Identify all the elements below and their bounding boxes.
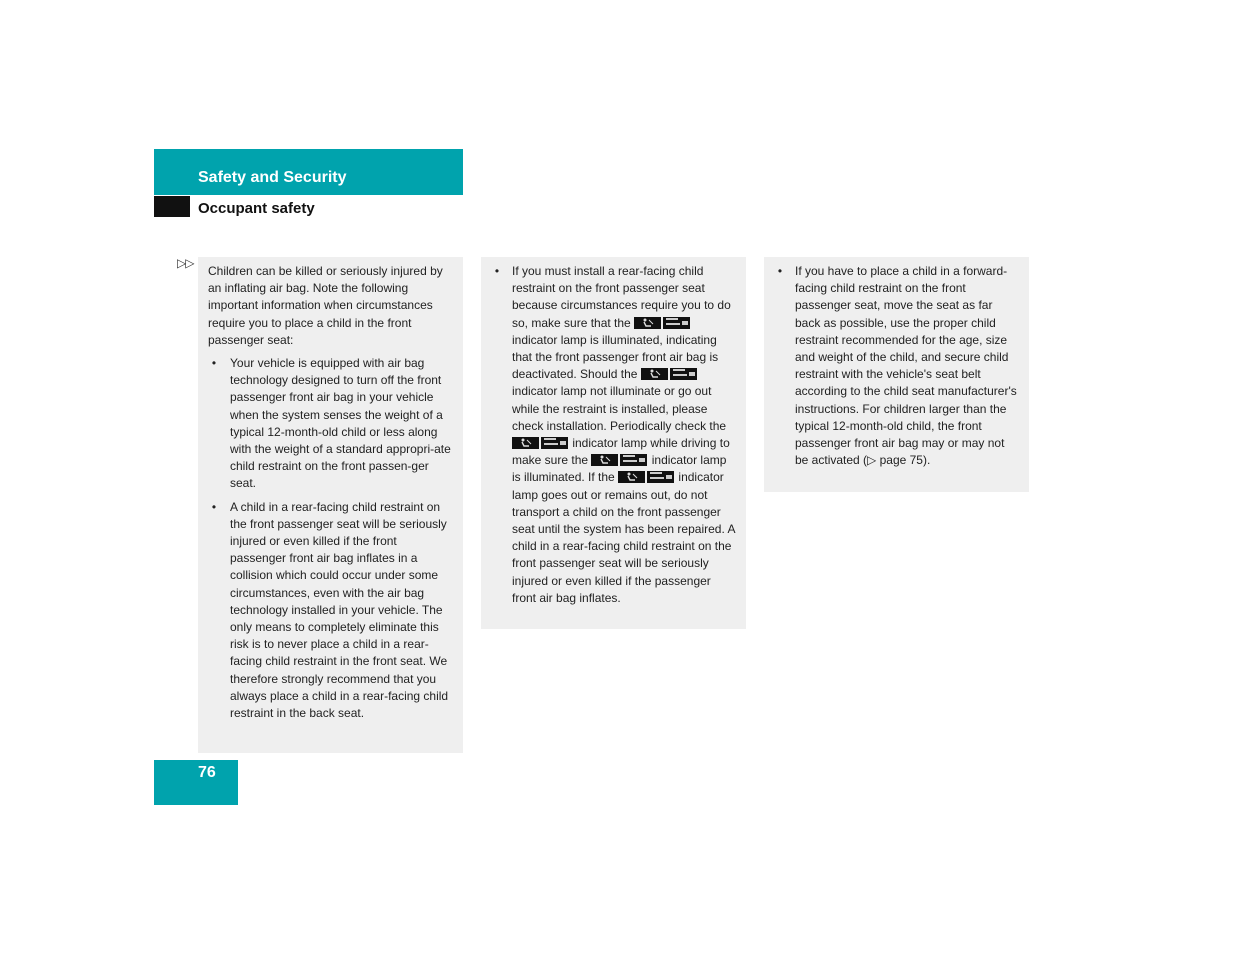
list-item-text: indicator lamp goes out or remains out, do not transport a child on the front passenger seat until the system has been repaired. A child in a rear-facing child restraint on the front passenger seat will be seriously injured or even killed if the passenger front air bag inflates.: [512, 470, 735, 605]
list-item-text: indicator lamp is illuminated. If the: [512, 453, 727, 485]
page-number: 76: [198, 764, 216, 781]
list-item: [208, 355, 453, 493]
passenger-airbag-off-indicator-icon: [591, 454, 647, 466]
passenger-airbag-off-indicator-icon: [512, 437, 568, 449]
warning-list: [774, 263, 1019, 469]
bullet-icon: •: [777, 264, 783, 278]
warning-box-2: [481, 257, 746, 629]
list-item-text: If you have to place a child in a forward-facing child restraint on the front passenger seat, move the seat as far back as possible, use the proper child restraint recommended for the age, size and weight of the child, and secure child restraint with the vehicle's seat belt according to the child seat manufacturer's instructions. For children larger than the typical 12-month-old child, the front passenger front air bag may or may not be activated (▷ page 75).: [795, 264, 1017, 468]
list-item-text: A child in a rear-facing child restraint on the front passenger seat will be seriously injured or even killed if the front passenger front air bag inflates in a collision which could occur under some circumstances, even with the air bag technology installed in your vehicle. The only means to completely eliminate this risk is to never place a child in a rear-facing child restraint in the front seat. We therefore strongly recommend that you always place a child in a rear-facing child restraint in the back seat.: [230, 499, 449, 721]
list-item: [774, 263, 1019, 469]
subsection-title: Occupant safety: [198, 200, 315, 217]
bullet-icon: •: [211, 499, 217, 514]
continued-marker: ▷▷: [177, 256, 194, 270]
list-item: [491, 263, 736, 607]
list-item-text: Your vehicle is equipped with air bag technology designed to turn off the front passenger front air bag in your vehicle when the system senses the weight of a typical 12-month-old child or less along with the weight of a standard appropri-ate child restraint on the front passen-ger seat.: [230, 356, 451, 491]
warning-list: [208, 355, 453, 722]
warning-intro: Children can be killed or seriously injured by an inflating air bag. Note the following important information when circumstances require you to place a child in the front passenger seat:: [208, 264, 443, 347]
list-item-text: indicator lamp while driving to make sure the: [512, 436, 730, 468]
bullet-icon: •: [494, 264, 500, 278]
warning-list: [491, 263, 736, 607]
section-title: Safety and Security: [198, 169, 347, 186]
passenger-airbag-off-indicator-icon: [634, 317, 690, 329]
subsection-marker: [154, 196, 190, 217]
list-item: [208, 499, 453, 723]
warning-box-1: [198, 257, 463, 753]
passenger-airbag-off-indicator-icon: [641, 368, 697, 380]
passenger-airbag-off-indicator-icon: [618, 471, 674, 483]
list-item-text: indicator lamp is illuminated, indicating that the front passenger front air bag is deactivated. Should the: [512, 332, 719, 382]
page-number-band: [154, 760, 238, 805]
warning-box-3: [764, 257, 1029, 492]
bullet-icon: •: [211, 356, 217, 371]
list-item-text: If you must install a rear-facing child restraint on the front passenger seat because circumstances require you to do so, make sure that the: [512, 264, 731, 330]
list-item-text: indicator lamp not illuminate or go out while the restraint is installed, please check installation. Periodically check the: [512, 384, 727, 433]
